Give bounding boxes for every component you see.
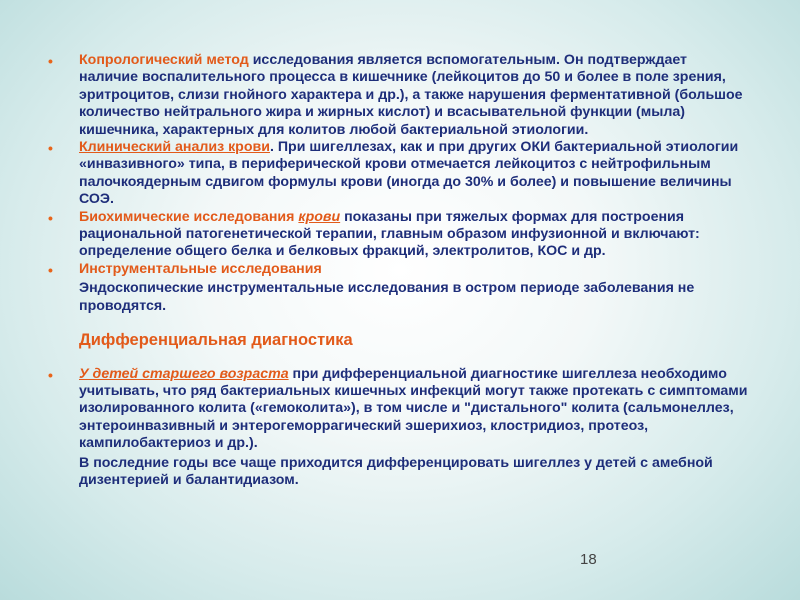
bullet-dot-icon: • [48,53,53,69]
endoscopy-paragraph: Эндоскопические инструментальные исследования в остром периоде заболевания не проводятся. [79,280,695,314]
bullet-dot-icon: • [48,140,53,157]
item-lead: Клинический анализ крови [79,139,270,156]
item-text: исследования является вспомогательным. Он подтверждает наличие воспалительного процесса в кишечнике (лейкоцитов до 50 и более в поле зрения, эритроцитов, слизи гнойного характера и др.), а также нарушения ферментативной (большое количество нейтрального жира и жирных кислот) и всасывательной функции (мыла) кишечника, характерных для колитов любой бактериальной этиологии. [79,52,743,138]
list-item-coprology [48,52,748,139]
list-item-instrumental [48,261,748,278]
page-number: 18 [580,551,597,568]
bullet-dot-icon: • [48,366,53,383]
amoebic-paragraph: В последние годы все чаще приходится дифференцировать шигеллез у детей с амебной дизентерией и балантидиазом. [79,454,713,488]
bullet-dot-icon: • [48,261,53,278]
item-text: при дифференциальной диагностике шигеллеза необходимо учитывать, что ряд бактериальных кишечных инфекций могут также протекать с симптомами изолированного колита («гемоколита»), в том числе и "дистального" колита (сальмонеллез, энтероинвазивный и энтерогеморрагический эшерихиоз, клостридиоз, протеоз, кампилобактериоз и др.). [79,365,748,452]
item-text: показаны при тяжелых формах для построения рациональной патогенетической терапии, главным образом инфузионной и включают: определение общего белка и белковых фракций, электролитов, КОС и др. [79,208,700,260]
list-item-blood-test [48,139,748,209]
item-lead-emphasis: крови [298,208,341,225]
item-lead: У детей старшего возраста [79,365,289,382]
item-lead: Копрологический метод [79,52,249,68]
item-text: . При шигеллезах, как и при других ОКИ бактериальной этиологии «инвазивного» типа, в периферической крови отмечается лейкоцитоз с нейтрофильным палочкоядерным сдвигом формулы крови (иногда до 30% и более) и повышение величины СОЭ. [79,139,739,208]
slide-content [48,52,748,489]
list-item-biochemistry [48,209,748,261]
item-lead: Инструментальные исследования [79,260,322,277]
item-lead: Биохимические исследования [79,208,295,225]
section-heading: Дифференциальная диагностика [79,331,353,350]
bullet-dot-icon: • [48,209,53,226]
list-item-differential [48,366,748,453]
